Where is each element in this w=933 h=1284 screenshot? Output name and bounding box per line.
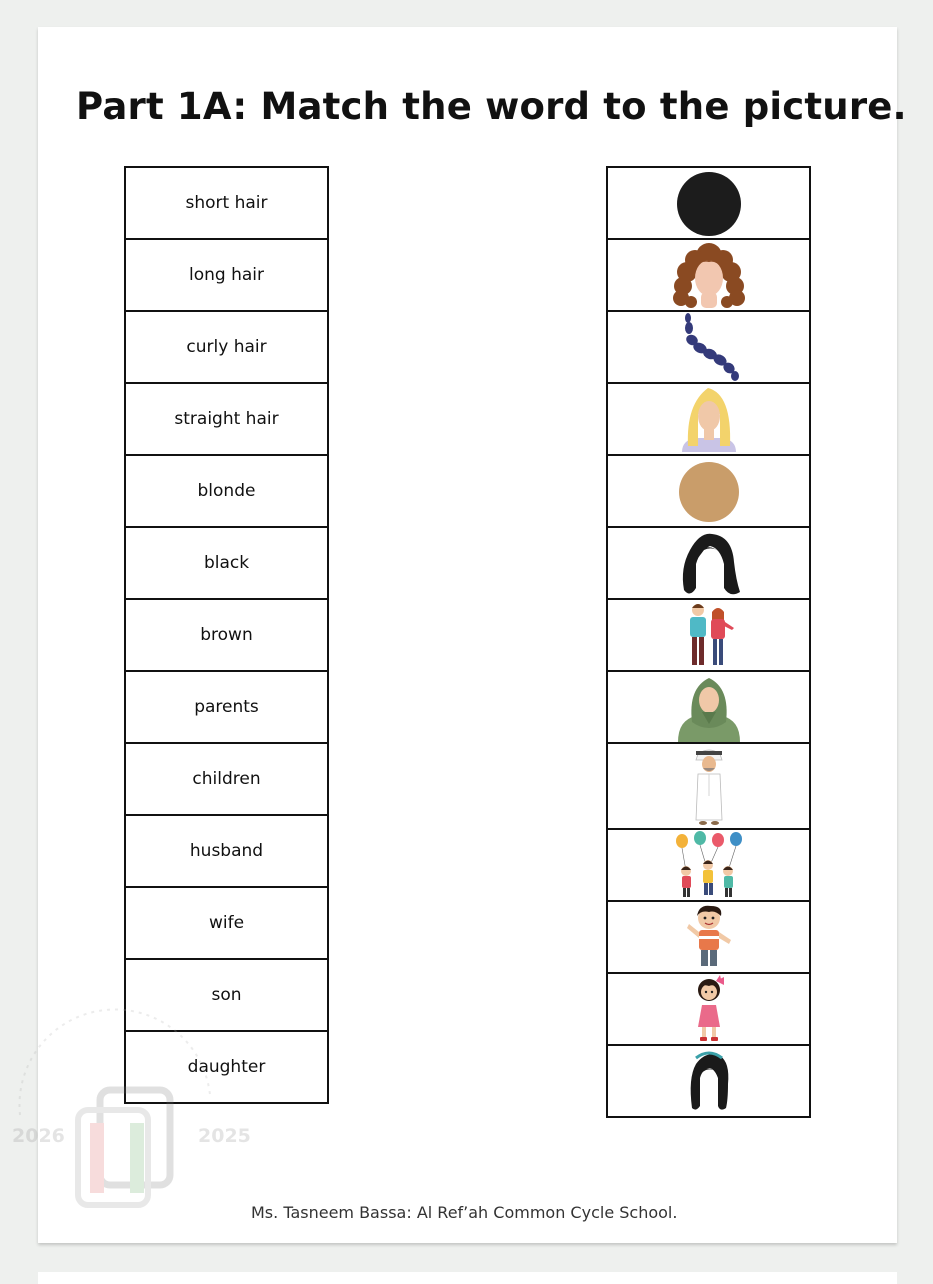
- word-label: parents: [194, 697, 259, 717]
- long-black-hair-icon: [674, 528, 744, 598]
- word-cell: [126, 816, 327, 888]
- hijab-woman-icon: [674, 672, 744, 742]
- short-black-hair-icon: [684, 1048, 734, 1114]
- words-column: [124, 166, 329, 1104]
- word-label: long hair: [189, 265, 264, 285]
- word-cell: [126, 744, 327, 816]
- watermark-year-left: 2026: [12, 1125, 65, 1147]
- page-title: Part 1A: Match the word to the picture.: [76, 85, 907, 128]
- picture-cell: [608, 1046, 809, 1118]
- word-cell: [126, 240, 327, 312]
- word-label: husband: [189, 841, 264, 861]
- word-label: black: [203, 553, 250, 573]
- picture-cell: [608, 600, 809, 672]
- word-label: straight hair: [174, 409, 279, 429]
- word-label: wife: [208, 913, 245, 933]
- word-label: short hair: [185, 193, 268, 213]
- word-label: children: [192, 769, 261, 789]
- black-circle-icon: [674, 168, 744, 238]
- picture-cell: [608, 744, 809, 830]
- children-with-balloons-icon: [672, 831, 746, 899]
- picture-cell: [608, 312, 809, 384]
- footer-credit: Ms. Tasneem Bassa: Al Ref’ah Common Cycle School.: [251, 1203, 678, 1222]
- picture-cell: [608, 974, 809, 1046]
- word-cell: [126, 384, 327, 456]
- picture-cell: [608, 384, 809, 456]
- picture-cell: [608, 902, 809, 974]
- girl-icon: [684, 975, 734, 1043]
- blonde-straight-hair-icon: [674, 384, 744, 454]
- braid-icon: [674, 312, 744, 382]
- man-in-kandura-icon: [684, 746, 734, 826]
- curly-hair-woman-icon: [669, 242, 749, 308]
- watermark-year-right: 2025: [198, 1125, 251, 1147]
- word-label: son: [211, 985, 242, 1005]
- pictures-column: [606, 166, 811, 1118]
- word-cell: [126, 312, 327, 384]
- picture-cell: [608, 672, 809, 744]
- boy-icon: [679, 904, 739, 970]
- word-label: brown: [200, 625, 253, 645]
- word-cell: [126, 672, 327, 744]
- picture-cell: [608, 240, 809, 312]
- picture-cell: [608, 168, 809, 240]
- watermark-logo: [0, 1005, 251, 1245]
- picture-cell: [608, 456, 809, 528]
- picture-cell: [608, 830, 809, 902]
- word-label: curly hair: [186, 337, 267, 357]
- word-cell: [126, 528, 327, 600]
- word-cell: [126, 168, 327, 240]
- next-page-edge: [38, 1272, 897, 1284]
- word-cell: [126, 600, 327, 672]
- picture-cell: [608, 528, 809, 600]
- word-label: blonde: [197, 481, 256, 501]
- word-label: daughter: [187, 1057, 266, 1077]
- couple-icon: [674, 600, 744, 670]
- word-cell: [126, 456, 327, 528]
- word-cell: [126, 888, 327, 960]
- brown-circle-icon: [674, 456, 744, 526]
